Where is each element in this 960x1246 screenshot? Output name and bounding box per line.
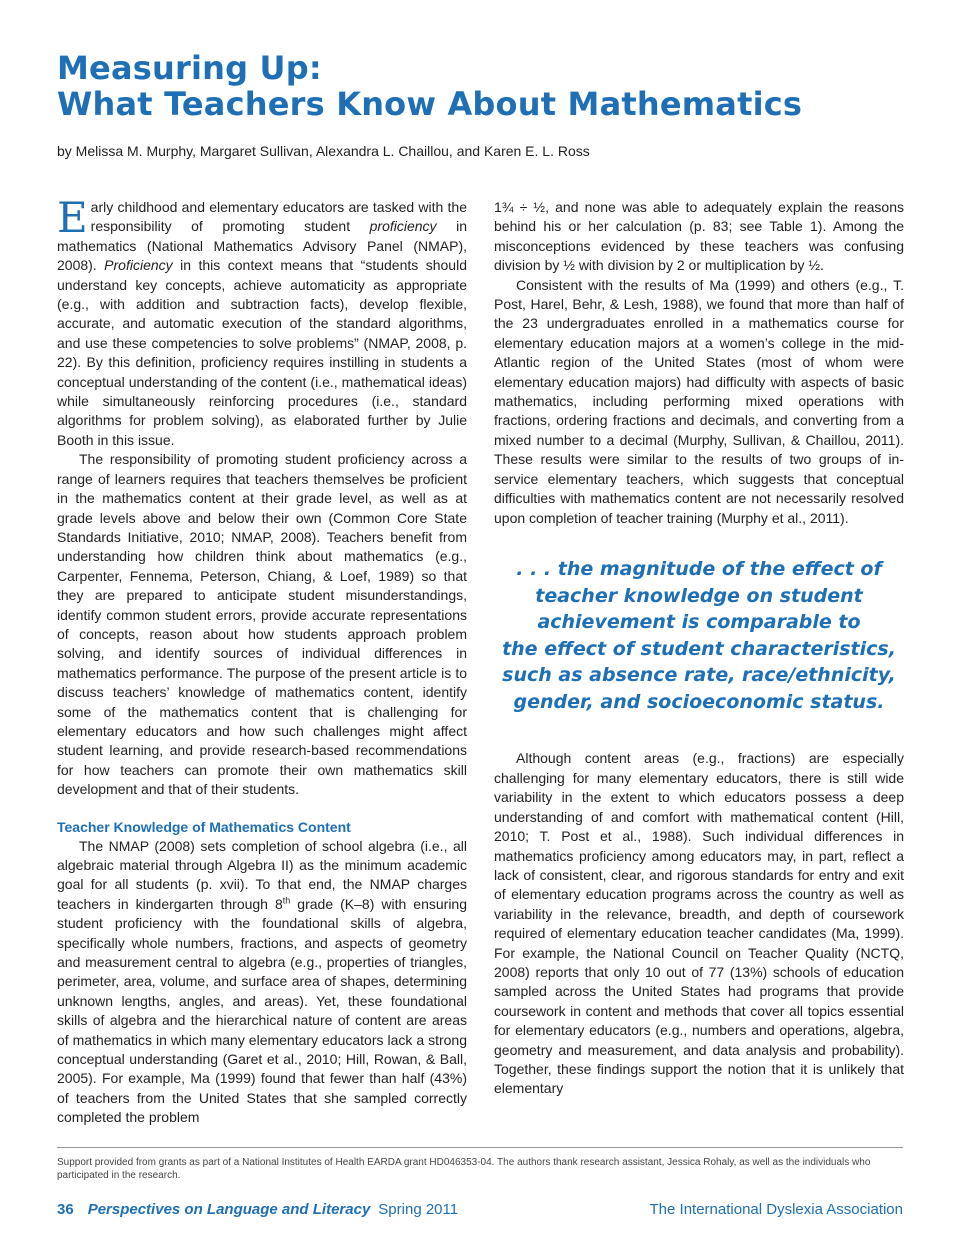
- paragraph-responsibility: The responsibility of promoting student proficiency across a range of learners requires that teachers themselves be proficient in the mathematics content at their grade level, as well as at grade levels above and below their own (Common Core State Standards Initiative, 2010; NMAP, 2008). Teachers benefit from understanding how children think about mathematics (e.g., Carpenter, Fennema, Peterson, Chiang, & Loef, 1989) so that they are prepared to anticipate student misunderstandings, identify common student errors, provide accurate representations of concepts, reason about how students approach problem solving, and identify sources of individual differences in mathematics performance. The purpose of the present article is to discuss teachers’ knowledge of mathematics content, identify some of the mathematics content that is challenging for elementary educators and how such challenges might affect student learning, and provide research-based recommendations for how teachers can promote their own mathematics skill development and that of their students.: [57, 451, 467, 798]
- pull-quote-line: teacher knowledge on student: [535, 584, 863, 607]
- journal-name: Perspectives on Language and Literacy: [87, 1201, 371, 1218]
- pull-quote: [494, 556, 904, 716]
- title-line-1: Measuring Up:: [57, 49, 322, 87]
- pull-quote-line: such as absence rate, race/ethnicity,: [502, 664, 896, 687]
- nmap-text-b: grade (K–8) with ensuring student proficiency with the foundational skills of algebra, specifically whole numbers, fractions, and aspects of geometry and measurement central to algebra (e.g., properties of triangles, perimeter, area, volume, and surface area of shapes, determining unknown lengths, angles, and areas). Yet, these foundational skills of algebra and the hierarchical nature of content are areas of mathematics in which many elementary educators lack a strong conceptual understanding (Garet et al., 2010; Hill, Rowan, & Ball, 2005). For example, Ma (1999) found that fewer than half (43%) of teachers from the United States that she sampled correctly completed the problem: [57, 895, 467, 1126]
- left-column: [57, 193, 467, 1128]
- issue-date: Spring 2011: [378, 1201, 459, 1218]
- pull-quote-line: gender, and socioeconomic status.: [513, 690, 885, 713]
- page-number: 36: [57, 1201, 74, 1218]
- intro-paragraph: [57, 193, 467, 450]
- intro-text-a: arly childhood and elementary educators are tasked with the responsibility of promoting student: [90, 199, 467, 235]
- right-column: [494, 198, 904, 1099]
- footnote-divider: [57, 1147, 903, 1148]
- page-footer: [57, 1200, 903, 1220]
- byline: by Melissa M. Murphy, Margaret Sullivan, Alexandra L. Chaillou, and Karen E. L. Ross: [57, 143, 590, 159]
- paragraph-nmap: [57, 837, 467, 1128]
- intro-text-b: in mathematics (National Mathematics Advisory Panel (NMAP), 2008).: [57, 218, 467, 274]
- section-heading: Teacher Knowledge of Mathematics Content: [57, 818, 351, 835]
- paragraph-consistent: Consistent with the results of Ma (1999) and others (e.g., T. Post, Harel, Behr, & Lesh, 1988), we found that more than half of the 23 undergraduates enrolled in a mathematics course for elementary education majors at a women’s college in the mid-Atlantic region of the United States (most of whom were elementary education majors) had difficulty with aspects of basic mathematics, including performing mixed operations with fractions, ordering fractions and decimals, and converting from a mixed number to a decimal (Murphy, Sullivan, & Chaillou, 2011). These results were similar to the results of two groups of in-service elementary teachers, which suggests that conceptual difficulties with mathematics content are not necessarily resolved upon completion of teacher training (Murphy et al., 2011).: [494, 276, 904, 526]
- article-title: [57, 50, 917, 122]
- nmap-text-a: The NMAP (2008) sets completion of school algebra (i.e., all algebraic material through Algebra II) as the minimum academic goal for all students (p. xvii). To that end, the NMAP charges teachers in kindergarten through 8: [57, 837, 467, 912]
- pull-quote-line: . . . the magnitude of the effect of: [516, 557, 882, 580]
- superscript-th: th: [282, 895, 291, 906]
- paragraph-variability: Although content areas (e.g., fractions) are especially challenging for many elementary educators, there is still wide variability in the extent to which educators possess a deep understanding of and comfort with mathematical content (Hill, 2010; T. Post et al., 1988). Such individual differences in mathematics proficiency among educators may, in part, reflect a lack of consistent, clear, and rigorous standards for entry and exit of elementary education programs across the country as well as variability in the relevance, breadth, and depth of coursework required of elementary education teacher candidates (Ma, 1999). For example, the National Council on Teacher Quality (NCTQ, 2008) reports that only 10 out of 77 (13%) schools of education sampled across the United States had programs that provide coursework in content and methods that cover all topics essential for elementary educators (e.g., numbers and operations, algebra, geometry and measurement, and data analysis and probability). Together, these findings support the notion that it is unlikely that elementary: [494, 750, 904, 1097]
- title-line-2: What Teachers Know About Mathematics: [57, 85, 803, 123]
- intro-emphasis-2: Proficiency: [104, 257, 173, 274]
- intro-emphasis-1: proficiency: [369, 218, 437, 235]
- pull-quote-line: achievement is comparable to: [537, 611, 861, 634]
- drop-cap: E: [57, 193, 88, 242]
- paragraph-division: 1¾ ÷ ½, and none was able to adequately explain the reasons behind his or her calculation (p. 83; see Table 1). Among the misconceptions evidenced by these teachers was confusing division by ½ with division by 2 or multiplication by ½.: [494, 199, 904, 274]
- association-name: The International Dyslexia Association: [649, 1201, 903, 1218]
- footnote: Support provided from grants as part of a National Institutes of Health EARDA grant HD046353-04. The authors thank research assistant, Jessica Rohaly, as well as the individuals who participated in the research.: [57, 1157, 871, 1181]
- pull-quote-line: the effect of student characteristics,: [502, 637, 896, 660]
- intro-text-c: in this context means that “students should understand key concepts, achieve automaticity as appropriate (e.g., with addition and subtraction facts), develop flexible, accurate, and automatic execution of the standard algorithms, and use these competencies to solve problems” (NMAP, 2008, p. 22). By this definition, proficiency requires instilling in students a conceptual understanding of the content (i.e., mathematical ideas) while simultaneously reinforcing procedures (i.e., standard algorithms for problem solving), as elaborated further by Julie Booth in this issue.: [57, 257, 467, 448]
